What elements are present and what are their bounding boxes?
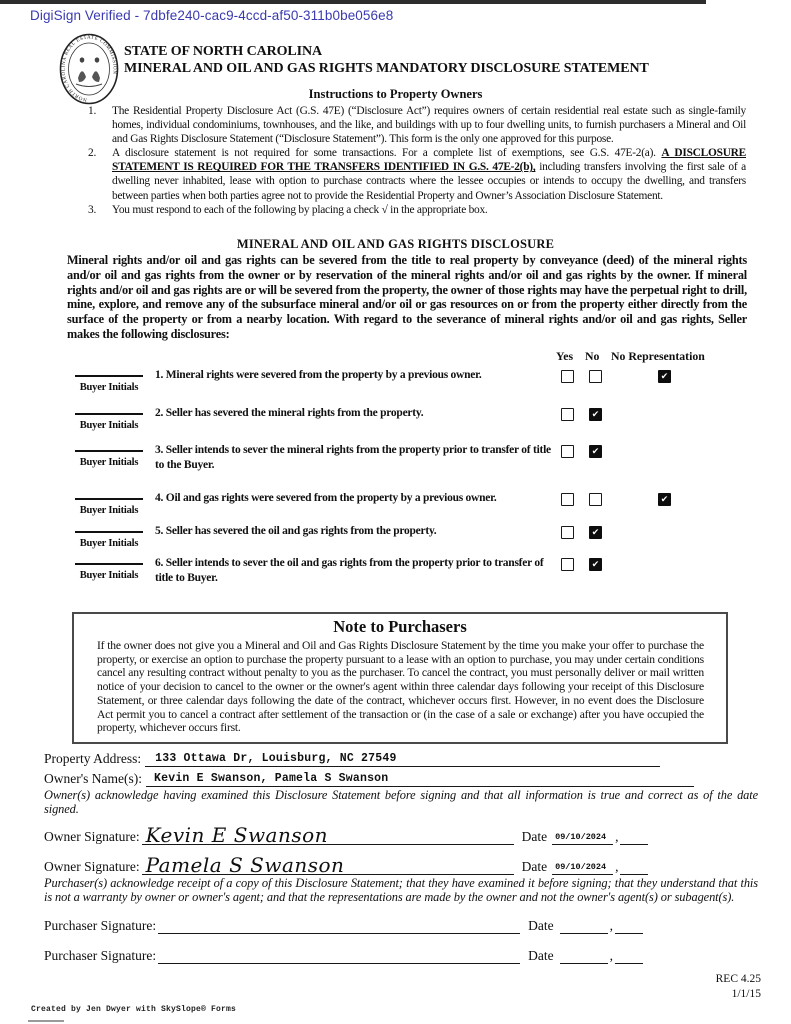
rec-code: REC 4.25 xyxy=(715,973,761,985)
date-field[interactable]: 09/10/2024 xyxy=(552,832,613,845)
date-comma: , xyxy=(615,859,619,875)
buyer-initials-field[interactable] xyxy=(75,375,143,395)
checkbox-yes[interactable] xyxy=(561,526,574,539)
instruction-text xyxy=(112,146,746,202)
owner-signature-field[interactable] xyxy=(142,820,514,848)
disclosure-item-text: 1. Mineral rights were severed from the property by a previous owner. xyxy=(155,369,482,381)
note-to-purchasers-box xyxy=(72,612,728,744)
buyer-initials-label: Buyer Initials xyxy=(79,538,139,550)
purchaser-ack-text: Purchaser(s) acknowledge receipt of a copy of this Disclosure Statement; that they have examined it before signing; that they understand that this is not a warranty by owner or owner's agent; and that the representations are made by the owner and not the owner's agent(s) or subagent(s). xyxy=(44,876,758,904)
purchaser-signature-row-2 xyxy=(44,940,758,964)
year-field[interactable] xyxy=(615,951,643,964)
buyer-initials-field[interactable] xyxy=(75,498,143,518)
purchaser-signature-row-1 xyxy=(44,910,758,934)
year-field[interactable] xyxy=(615,921,643,934)
header-doc-title: MINERAL AND OIL AND GAS RIGHTS MANDATORY DISCLOSURE STATEMENT xyxy=(124,61,649,76)
checkbox-yes[interactable] xyxy=(561,558,574,571)
owner-signature-script: Pamela S Swanson xyxy=(145,853,345,878)
disclosure-row-3 xyxy=(0,443,791,472)
svg-text:NORTH CAROLINA REAL ESTATE COM: NORTH CAROLINA REAL ESTATE COMMISSION xyxy=(61,35,117,102)
note-title: Note to Purchasers xyxy=(333,617,467,636)
instruction-text-plain: including transfers involving the first sale of a dwelling never inhabited, lease with option to purchase contracts where the lessee occupies or intends to occupy the dwelling, and transfers between parties when both parties agree not to provide the Residential Property and Owner’s Association Disclosure Statement. xyxy=(112,161,746,202)
purchaser-signature-label: Purchaser Signature: xyxy=(44,918,157,934)
date-field[interactable] xyxy=(560,921,608,934)
column-header-no: No xyxy=(585,349,600,363)
instruction-text-emphasis: A DISCLOSURE STATEMENT IS REQUIRED FOR THE TRANSFERS IDENTIFIED IN G.S. 47E-2(b), xyxy=(112,147,746,174)
buyer-initials-label: Buyer Initials xyxy=(79,505,139,517)
note-body: If the owner does not give you a Mineral and Oil and Gas Rights Disclosure Statement by the time you make your offer to purchase the property, or exercise an option to purchase the property pursuant to a lease with an option to purchase, you may under certain conditions cancel any resulting contract without penalty to you as the purchaser. To cancel the contract, you must personally deliver or mail written notice of your decision to cancel to the owner or the owner's agent within three calendar days following your receipt of this Disclosure Statement, or three calendar days following the date of the contract, whichever occurs first. However, in no event does the Disclosure Act permit you to cancel a contract after settlement of the transaction or (in the case of a sale or exchange) after you have occupied the property, whichever occurs first. xyxy=(97,639,704,735)
buyer-initials-label: Buyer Initials xyxy=(79,457,139,468)
checkbox-no[interactable] xyxy=(589,370,602,383)
checkbox-no[interactable]: ✔ xyxy=(589,558,602,571)
owner-signature-script: Kevin E Swanson xyxy=(145,823,329,848)
owner-signature-row-1 xyxy=(44,819,758,848)
date-comma: , xyxy=(609,918,613,934)
owner-signature-label: Owner Signature: xyxy=(44,859,140,875)
disclosure-item-text: 2. Seller has severed the mineral rights from the property. xyxy=(155,407,424,419)
form-revision-block xyxy=(716,972,761,1001)
created-by-footer: Created by Jen Dwyer with SkySlope® Forms xyxy=(31,1005,237,1014)
instruction-text-plain: A disclosure statement is not required for some transactions. For a complete list of exemptions, see G.S. 47E-2(a). xyxy=(112,147,662,160)
disclosure-item-text: 6. Seller intends to sever the oil and gas rights from the property prior to transfer of title to Buyer. xyxy=(155,557,544,584)
column-header-no-representation: No Representation xyxy=(611,349,705,363)
property-address-label: Property Address: xyxy=(44,751,142,766)
disclosure-heading: MINERAL AND OIL AND GAS RIGHTS DISCLOSURE xyxy=(236,237,555,251)
disclosure-row-6 xyxy=(0,556,791,585)
instruction-item-2 xyxy=(88,146,746,202)
disclosure-item-text: 3. Seller intends to sever the mineral rights from the property prior to transfer of title to the Buyer. xyxy=(155,444,551,471)
instruction-number: 2. xyxy=(88,147,97,160)
buyer-initials-label: Buyer Initials xyxy=(79,382,139,393)
buyer-initials-field[interactable] xyxy=(75,563,143,583)
owners-name-label: Owner's Name(s): xyxy=(44,771,143,786)
checkbox-yes[interactable] xyxy=(561,370,574,383)
disclosure-intro: Mineral rights and/or oil and gas rights can be severed from the title to real property by conveyance (deed) of the mineral rights and/or oil and gas rights from the owner or by reservation of the mineral rights and/or oil and gas rights by the owner. If mineral rights and/or oil and gas rights are or will be severed from the property, the owner of those rights may have the perpetual right to drill, mine, explore, and remove any of the subsurface mineral and/or oil or gas resources on or from the property either directly from the surface of the property or from a nearby location. With regard to the severance of mineral rights and/or oil and gas rights, Seller makes the following disclosures: xyxy=(67,253,747,341)
buyer-initials-field[interactable] xyxy=(75,531,143,551)
instruction-item-1 xyxy=(88,104,746,146)
disclosure-item-text: 4. Oil and gas rights were severed from the property by a previous owner. xyxy=(155,492,497,505)
disclosure-item-text: 5. Seller has severed the oil and gas rights from the property. xyxy=(155,525,437,538)
buyer-initials-label: Buyer Initials xyxy=(79,420,139,431)
column-header-yes: Yes xyxy=(556,349,574,363)
date-label: Date xyxy=(528,918,554,934)
instruction-number: 3. xyxy=(88,203,97,216)
owner-signature-field[interactable] xyxy=(142,850,514,878)
disclosure-row-5 xyxy=(0,524,791,550)
checkbox-no-representation[interactable]: ✔ xyxy=(658,370,671,383)
checkbox-yes[interactable] xyxy=(561,493,574,506)
checkbox-yes[interactable] xyxy=(561,408,574,421)
buyer-initials-label: Buyer Initials xyxy=(79,570,139,582)
owner-signature-row-2 xyxy=(44,849,758,878)
rec-date: 1/1/15 xyxy=(731,987,761,1000)
owner-signature-label: Owner Signature: xyxy=(44,829,140,845)
purchaser-signature-field[interactable] xyxy=(158,913,520,934)
disclosure-row-1 xyxy=(0,368,791,393)
instruction-number: 1. xyxy=(88,105,97,117)
buyer-initials-field[interactable] xyxy=(75,450,143,470)
date-field[interactable] xyxy=(560,951,608,964)
date-label: Date xyxy=(521,829,548,845)
date-comma: , xyxy=(609,948,613,964)
checkbox-yes[interactable] xyxy=(561,445,574,458)
checkbox-no-representation[interactable]: ✔ xyxy=(658,493,671,506)
owner-ack-text: Owner(s) acknowledge having examined this Disclosure Statement before signing and that all information is true and correct as of the date signed. xyxy=(44,788,758,816)
checkbox-no[interactable]: ✔ xyxy=(589,408,602,421)
property-address-field[interactable]: 133 Ottawa Dr, Louisburg, NC 27549 xyxy=(145,752,660,767)
purchaser-signature-field[interactable] xyxy=(158,943,520,964)
instructions-heading: Instructions to Property Owners xyxy=(308,87,483,101)
checkbox-no[interactable] xyxy=(589,493,602,506)
header-state-title: STATE OF NORTH CAROLINA xyxy=(124,44,323,59)
buyer-initials-field[interactable] xyxy=(75,413,143,433)
digisign-verified-banner: DigiSign Verified - 7dbfe240-cac9-4ccd-af50-311b0be056e8 xyxy=(30,8,394,23)
date-comma: , xyxy=(615,829,619,845)
disclosure-row-4 xyxy=(0,491,791,517)
instruction-text: The Residential Property Disclosure Act (G.S. 47E) (“Disclosure Act”) requires owners of certain residential real estate such as single-family homes, individual condominiums, townhouses, and the like, and buildings with up to four dwelling units, to furnish purchasers a Mineral and Oil and Gas Rights Disclosure Statement (“Disclosure Statement”). This form is the only one approved for this purpose. xyxy=(112,105,746,146)
instruction-text: You must respond to each of the following by placing a check √ in the appropriate box. xyxy=(112,203,488,216)
instruction-item-3 xyxy=(88,203,746,217)
scan-artifact-top xyxy=(0,0,706,4)
owners-name-row xyxy=(44,771,758,787)
purchaser-signature-label: Purchaser Signature: xyxy=(44,948,157,964)
year-field[interactable] xyxy=(620,832,648,845)
checkbox-no[interactable]: ✔ xyxy=(589,445,602,458)
property-address-row xyxy=(44,751,758,767)
date-field[interactable]: 09/10/2024 xyxy=(552,862,613,875)
disclosure-rows xyxy=(0,368,791,585)
owners-name-field[interactable]: Kevin E Swanson, Pamela S Swanson xyxy=(146,772,694,787)
date-label: Date xyxy=(528,948,554,964)
scan-artifact-bottom xyxy=(28,1020,64,1022)
checkbox-no[interactable]: ✔ xyxy=(589,526,602,539)
year-field[interactable] xyxy=(620,862,648,875)
date-label: Date xyxy=(521,859,548,875)
disclosure-row-2 xyxy=(0,406,791,431)
instructions-list xyxy=(88,104,746,217)
